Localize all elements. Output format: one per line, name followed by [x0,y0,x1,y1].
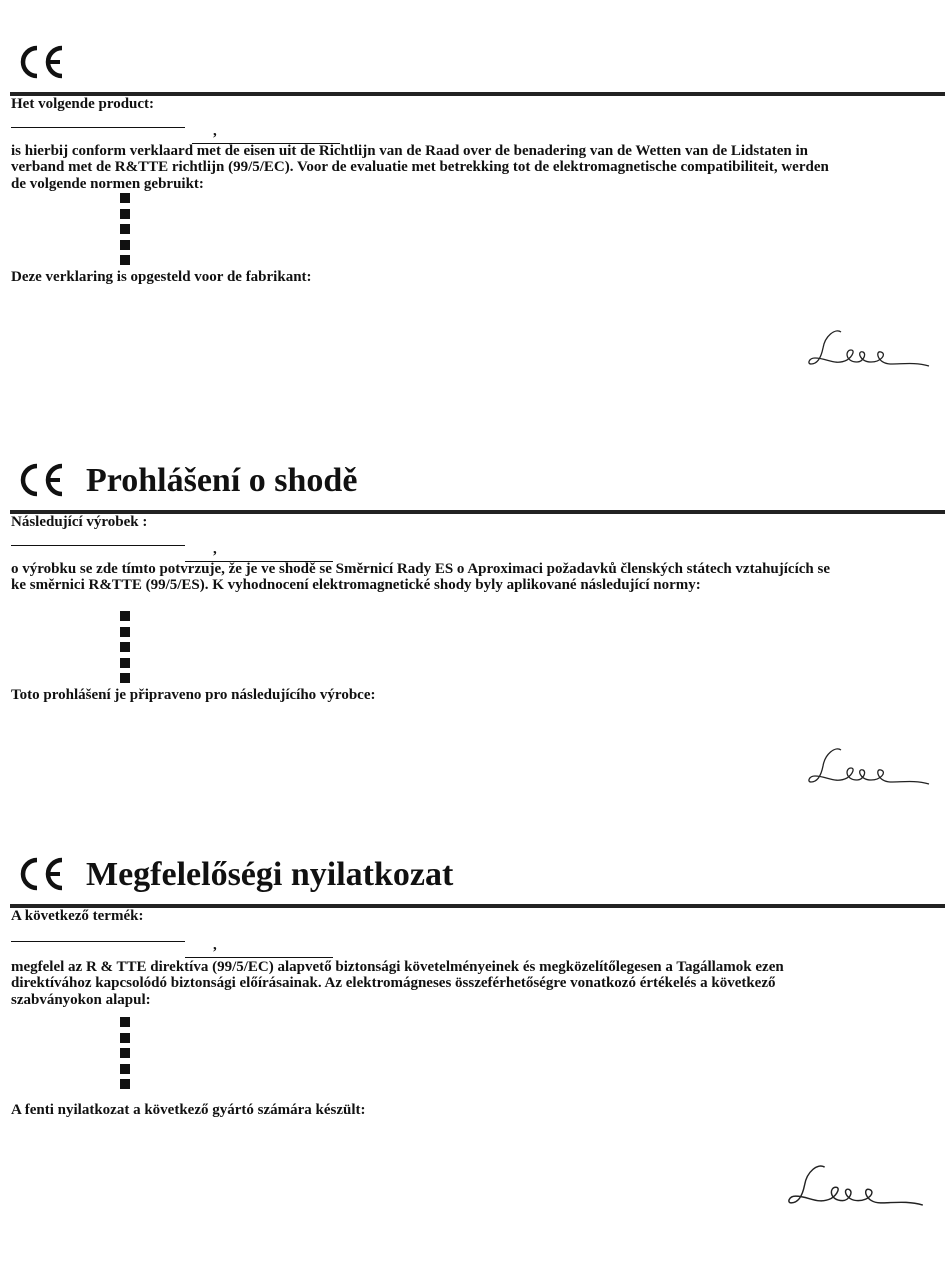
ce-mark-icon [18,44,68,80]
list-bullet [120,642,130,652]
conformity-statement: is hierbij conform verklaard met de eisen uit de Richtlijn van de Raad over de benadering van de Wetten van de Lidstaten in verband met de R&TTE richtlijn (99/5/EC). Voor de evaluatie met betrekking tot de elektromagnetische compatibiliteit, werden de volgende normen gebruikt: [11,143,829,192]
list-bullet [120,1079,130,1089]
product-model-blank [185,957,333,958]
product-name-blank [11,545,185,546]
list-bullet [120,1064,130,1074]
list-bullet [120,658,130,668]
conformity-statement: o výrobku se zde tímto potvrzuje, že je ve shodě se Směrnicí Rady ES o Aproximaci požadavků členských státech vztahujících se ke směrnici R&TTE (99/5/ES). K vyhodnocení elektromagnetické shody byly aplikované následující normy: [11,561,830,594]
signature [805,322,935,374]
product-name-blank [11,127,185,128]
list-bullet [120,240,130,250]
declaration-section-dutch [0,0,950,420]
ce-header [18,856,453,892]
manufacturer-label: A fenti nyilatkozat a következő gyártó számára készült: [11,1102,366,1118]
list-bullet [120,673,130,683]
list-bullet [120,1017,130,1027]
list-bullet [120,255,130,265]
standards-list [120,1017,132,1095]
manufacturer-label: Deze verklaring is opgesteld voor de fabrikant: [11,269,312,285]
ce-header [18,44,86,80]
header-rule [10,904,945,908]
list-bullet [120,209,130,219]
list-bullet [120,611,130,621]
product-label: A következő termék: [11,908,144,924]
conformity-statement: megfelel az R & TTE direktíva (99/5/EC) alapvető biztonsági követelményeinek és megközelítőlegesen a Tagállamok ezen direktívához kapcsolódó biztonsági előírásainak. Az elektromágneses összeférhetőségre vonatkozó értékelés a következő szabványokon alapul: [11,959,784,1008]
product-label: Het volgende product: [11,96,155,112]
list-bullet [120,193,130,203]
product-label: Následující výrobek : [11,514,148,530]
signature [782,1156,932,1214]
comma: , [213,937,217,953]
standards-list [120,611,132,689]
comma: , [213,541,217,557]
section-title: Prohlášení o shodě [86,462,358,499]
ce-header [18,462,357,498]
product-name-blank [11,941,185,942]
signature [805,740,935,792]
list-bullet [120,1033,130,1043]
list-bullet [120,1048,130,1058]
list-bullet [120,224,130,234]
header-rule [10,510,945,514]
declaration-section-czech [0,418,950,838]
comma: , [213,123,217,139]
declaration-section-hungarian [0,812,950,1267]
ce-mark-icon [18,462,68,498]
ce-mark-icon [18,856,68,892]
manufacturer-label: Toto prohlášení je připraveno pro následujícího výrobce: [11,687,376,703]
section-title: Megfelelőségi nyilatkozat [86,856,454,893]
standards-list [120,193,132,271]
list-bullet [120,627,130,637]
